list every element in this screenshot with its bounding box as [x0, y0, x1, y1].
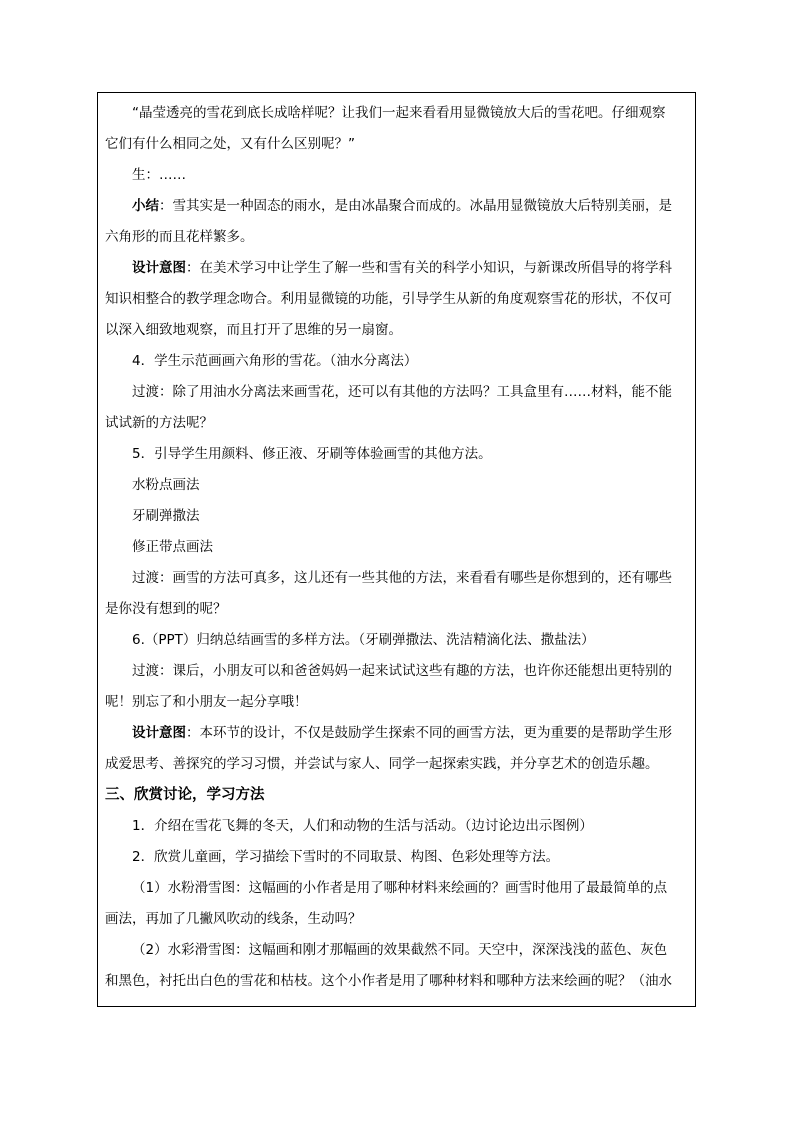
text-line: 知识相整合的教学理念吻合。利用显微镜的功能，引导学生从新的角度观察雪花的形状，不仅可: [105, 291, 672, 307]
text-line: 它们有什么相同之处，又有什么区别呢？”: [105, 136, 355, 152]
text-line: 生：……: [132, 167, 186, 183]
paragraph-design-intent: [105, 253, 693, 284]
text-line: 修正带点画法: [132, 539, 213, 555]
text-line: 6.（PPT）归纳总结画雪的多样方法。（牙刷弹撒法、洗洁精滴化法、撒盐法）: [132, 632, 595, 648]
paragraph-transition: [105, 563, 693, 594]
paragraph-design-intent-cont: [105, 315, 693, 346]
paragraph-summary: [105, 191, 693, 222]
paragraph-step-4: [105, 346, 693, 377]
paragraph-transition-cont: [105, 594, 693, 625]
paragraph-item-1: [105, 811, 693, 842]
method-item: [105, 532, 693, 563]
paragraph-subitem-1: [105, 873, 693, 904]
paragraph-design-intent-cont: [105, 749, 693, 780]
text-line: 牙刷弹撒法: [132, 508, 200, 524]
text-line: 4．学生示范画画六角形的雪花。（油水分离法）: [132, 353, 418, 369]
text-line: ：在美术学习中让学生了解一些和雪有关的科学小知识，与新课改所倡导的将学科: [186, 260, 672, 276]
text-line: 2．欣赏儿童画，学习描绘下雪时的不同取景、构图、色彩处理等方法。: [132, 849, 560, 865]
paragraph-transition: [105, 377, 693, 408]
text-line: ：本环节的设计，不仅是鼓励学生探索不同的画雪方法，更为重要的是帮助学生形: [186, 725, 672, 741]
text-line: 六角形的而且花样繁多。: [105, 229, 254, 245]
text-line: 以深入细致地观察，而且打开了思维的另一扇窗。: [105, 322, 402, 338]
paragraph-transition-cont: [105, 408, 693, 439]
paragraph-subitem-2-cont: [105, 966, 693, 997]
text-line: （2）水彩滑雪图：这幅画和刚才那幅画的效果截然不同。天空中，深深浅浅的蓝色、灰色: [132, 942, 668, 958]
method-item: [105, 470, 693, 501]
paragraph-step-6: [105, 625, 693, 656]
paragraph-design-intent: [105, 718, 693, 749]
paragraph-item-2: [105, 842, 693, 873]
text-line: ：雪其实是一种固态的雨水，是由冰晶聚合而成的。冰晶用显微镜放大后特别美丽，是: [159, 198, 672, 214]
text-line: 呢！别忘了和小朋友一起分享哦！: [105, 694, 308, 710]
text-line: 水粉点画法: [132, 477, 200, 493]
text-line: 过渡：除了用油水分离法来画雪花，还可以有其他的方法吗？工具盒里有……材料，能不能: [132, 384, 672, 400]
paragraph-transition: [105, 656, 693, 687]
method-item: [105, 501, 693, 532]
text-line: 成爱思考、善探究的学习习惯，并尝试与家人、同学一起探索实践，并分享艺术的创造乐趣。: [105, 756, 659, 772]
paragraph-transition-cont: [105, 687, 693, 718]
text-line: 1．介绍在雪花飞舞的冬天，人们和动物的生活与活动。（边讨论边出示图例）: [132, 818, 593, 834]
design-intent-label: 设计意图: [132, 725, 186, 741]
text-line: 画法，再加了几撇风吹动的线条，生动吗？: [105, 911, 362, 927]
paragraph-subitem-2: [105, 935, 693, 966]
document-body: [105, 98, 693, 997]
paragraph-student: [105, 160, 693, 191]
text-line: 5．引导学生用颜料、修正液、牙刷等体验画雪的其他方法。: [132, 446, 492, 462]
paragraph-design-intent-cont: [105, 284, 693, 315]
text-line: 是你没有想到的呢？: [105, 601, 227, 617]
heading-text: 三、欣赏讨论，学习方法: [105, 787, 265, 803]
paragraph-summary-cont: [105, 222, 693, 253]
text-line: 过渡：画雪的方法可真多，这儿还有一些其他的方法，来看看有哪些是你想到的，还有哪些: [132, 570, 672, 586]
paragraph-step-5: [105, 439, 693, 470]
text-line: 和黑色，衬托出白色的雪花和枯枝。这个小作者是用了哪种材料和哪种方法来绘画的呢？（油水: [105, 973, 672, 989]
text-line: “晶莹透亮的雪花到底长成啥样呢？让我们一起来看看用显微镜放大后的雪花吧。仔细观察: [132, 105, 666, 121]
text-line: （1）水粉滑雪图：这幅画的小作者是用了哪种材料来绘画的？画雪时他用了最最简单的点: [132, 880, 668, 896]
paragraph-subitem-1-cont: [105, 904, 693, 935]
summary-label: 小结: [132, 198, 159, 214]
design-intent-label: 设计意图: [132, 260, 186, 276]
text-line: 试试新的方法呢？: [105, 415, 213, 431]
section-heading: [105, 780, 693, 811]
text-line: 过渡：课后，小朋友可以和爸爸妈妈一起来试试这些有趣的方法，也许你还能想出更特别的: [132, 663, 672, 679]
paragraph-quote-cont: [105, 129, 693, 160]
paragraph-quote: [105, 98, 693, 129]
